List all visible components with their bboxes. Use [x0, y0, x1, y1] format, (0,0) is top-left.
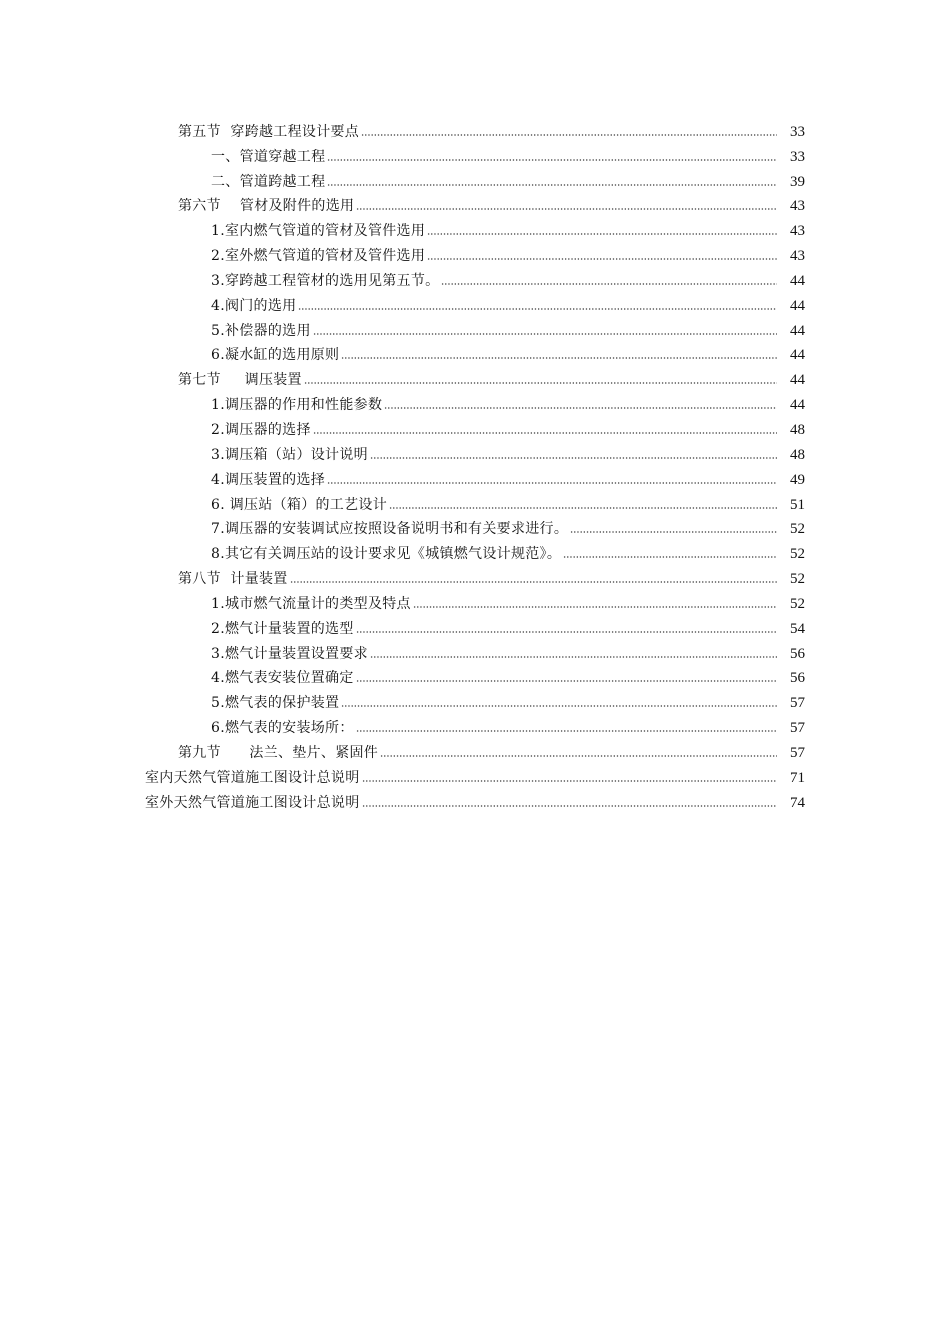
toc-entry-title: 1.调压器的作用和性能参数: [211, 397, 383, 414]
toc-entry[interactable]: [0, 563, 950, 588]
toc-entry-title: 第九节 法兰、垫片、紧固件: [178, 744, 379, 761]
toc-entry-page-number: 71: [790, 769, 805, 786]
toc-entry-title: 1.室内燃气管道的管材及管件选用: [211, 223, 426, 240]
toc-entry[interactable]: [0, 191, 950, 216]
toc-entry-title: 室内天然气管道施工图设计总说明: [145, 769, 360, 786]
toc-entry[interactable]: [0, 737, 950, 762]
toc-entry-title: 第七节 调压装置: [178, 372, 302, 389]
dot-leader: [356, 729, 777, 733]
toc-entry-page-number: 48: [790, 421, 805, 438]
dot-leader: [356, 207, 777, 211]
toc-entry[interactable]: [0, 538, 950, 563]
dot-leader: [327, 158, 777, 162]
toc-entry[interactable]: [0, 663, 950, 688]
toc-entry-page-number: 33: [790, 148, 805, 165]
toc-entry-title: 1.城市燃气流量计的类型及特点: [211, 595, 411, 612]
toc-entry-page-number: 49: [790, 471, 805, 488]
toc-entry[interactable]: [0, 116, 950, 141]
toc-entry-title: 3.燃气计量装置设置要求: [211, 645, 368, 662]
table-of-contents: [0, 116, 950, 812]
toc-entry[interactable]: [0, 166, 950, 191]
dot-leader: [290, 580, 777, 584]
toc-entry-title: 5.燃气表的保护装置: [211, 695, 340, 712]
toc-entry[interactable]: [0, 439, 950, 464]
toc-entry-title: 二、管道跨越工程: [211, 173, 326, 190]
toc-entry-page-number: 51: [790, 496, 805, 513]
toc-entry-page-number: 52: [790, 521, 805, 538]
dot-leader: [327, 183, 777, 187]
toc-entry-page-number: 52: [790, 571, 805, 588]
toc-entry-page-number: 43: [790, 223, 805, 240]
toc-entry-title: 8.其它有关调压站的设计要求见《城镇燃气设计规范》。: [211, 546, 562, 563]
toc-entry[interactable]: [0, 464, 950, 489]
toc-entry[interactable]: [0, 215, 950, 240]
toc-entry[interactable]: [0, 514, 950, 539]
toc-entry-title: 一、管道穿越工程: [211, 148, 326, 165]
toc-entry[interactable]: [0, 290, 950, 315]
toc-entry-title: 4.燃气表安装位置确定: [211, 670, 354, 687]
toc-entry-page-number: 52: [790, 546, 805, 563]
toc-entry-title: 2.室外燃气管道的管材及管件选用: [211, 248, 426, 265]
toc-entry-title: 第八节 计量装置: [178, 571, 288, 588]
dot-leader: [380, 754, 777, 758]
toc-entry-page-number: 44: [790, 372, 805, 389]
toc-entry-page-number: 43: [790, 198, 805, 215]
toc-entry-title: 6.燃气表的安装场所：: [211, 720, 354, 737]
toc-entry-title: 6. 调压站（箱）的工艺设计: [211, 496, 388, 513]
toc-entry-page-number: 44: [790, 347, 805, 364]
toc-entry-title: 3.调压箱（站）设计说明: [211, 446, 368, 463]
dot-leader: [370, 456, 777, 460]
dot-leader: [356, 630, 777, 634]
toc-entry-page-number: 43: [790, 248, 805, 265]
toc-entry-title: 室外天然气管道施工图设计总说明: [145, 794, 360, 811]
toc-entry-title: 4.阀门的选用: [211, 297, 297, 314]
toc-entry-page-number: 44: [790, 272, 805, 289]
dot-leader: [362, 804, 778, 808]
toc-entry[interactable]: [0, 240, 950, 265]
toc-entry[interactable]: [0, 762, 950, 787]
toc-entry-page-number: 52: [790, 595, 805, 612]
dot-leader: [356, 679, 777, 683]
toc-entry[interactable]: [0, 141, 950, 166]
toc-entry-page-number: 48: [790, 446, 805, 463]
toc-entry[interactable]: [0, 414, 950, 439]
toc-entry-title: 4.调压装置的选择: [211, 471, 326, 488]
toc-entry-title: 2.燃气计量装置的选型: [211, 620, 354, 637]
toc-entry[interactable]: [0, 489, 950, 514]
toc-entry[interactable]: [0, 364, 950, 389]
dot-leader: [427, 232, 777, 236]
toc-entry-title: 第六节 管材及附件的选用: [178, 198, 355, 215]
toc-entry-page-number: 57: [790, 695, 805, 712]
dot-leader: [563, 555, 777, 559]
toc-entry-title: 2.调压器的选择: [211, 421, 311, 438]
dot-leader: [384, 406, 777, 410]
dot-leader: [313, 332, 777, 336]
toc-entry[interactable]: [0, 340, 950, 365]
dot-leader: [413, 605, 777, 609]
dot-leader: [441, 282, 777, 286]
toc-entry-page-number: 33: [790, 123, 805, 140]
dot-leader: [341, 704, 777, 708]
toc-entry[interactable]: [0, 315, 950, 340]
toc-entry-page-number: 57: [790, 720, 805, 737]
toc-entry-title: 5.补偿器的选用: [211, 322, 311, 339]
toc-entry-page-number: 57: [790, 744, 805, 761]
dot-leader: [304, 381, 777, 385]
toc-entry-page-number: 54: [790, 620, 805, 637]
toc-entry-page-number: 56: [790, 670, 805, 687]
dot-leader: [313, 431, 777, 435]
toc-entry-title: 第五节 穿跨越工程设计要点: [178, 123, 360, 140]
dot-leader: [389, 506, 777, 510]
toc-entry-page-number: 56: [790, 645, 805, 662]
dot-leader: [298, 307, 777, 311]
dot-leader: [327, 481, 777, 485]
dot-leader: [370, 655, 777, 659]
toc-entry-page-number: 39: [790, 173, 805, 190]
toc-entry[interactable]: [0, 638, 950, 663]
toc-entry-title: 3.穿跨越工程管材的选用见第五节。: [211, 272, 440, 289]
toc-entry-page-number: 44: [790, 322, 805, 339]
dot-leader: [361, 133, 777, 137]
dot-leader: [427, 257, 777, 261]
toc-entry-page-number: 74: [790, 794, 805, 811]
toc-entry-title: 7.调压器的安装调试应按照设备说明书和有关要求进行。: [211, 521, 569, 538]
dot-leader: [570, 530, 777, 534]
toc-entry[interactable]: [0, 613, 950, 638]
toc-entry[interactable]: [0, 787, 950, 812]
toc-entry[interactable]: [0, 687, 950, 712]
toc-entry-page-number: 44: [790, 397, 805, 414]
toc-entry[interactable]: [0, 389, 950, 414]
dot-leader: [341, 356, 777, 360]
toc-entry[interactable]: [0, 588, 950, 613]
toc-entry-page-number: 44: [790, 297, 805, 314]
dot-leader: [362, 779, 778, 783]
toc-entry[interactable]: [0, 265, 950, 290]
toc-entry-title: 6.凝水缸的选用原则: [211, 347, 340, 364]
toc-entry[interactable]: [0, 712, 950, 737]
